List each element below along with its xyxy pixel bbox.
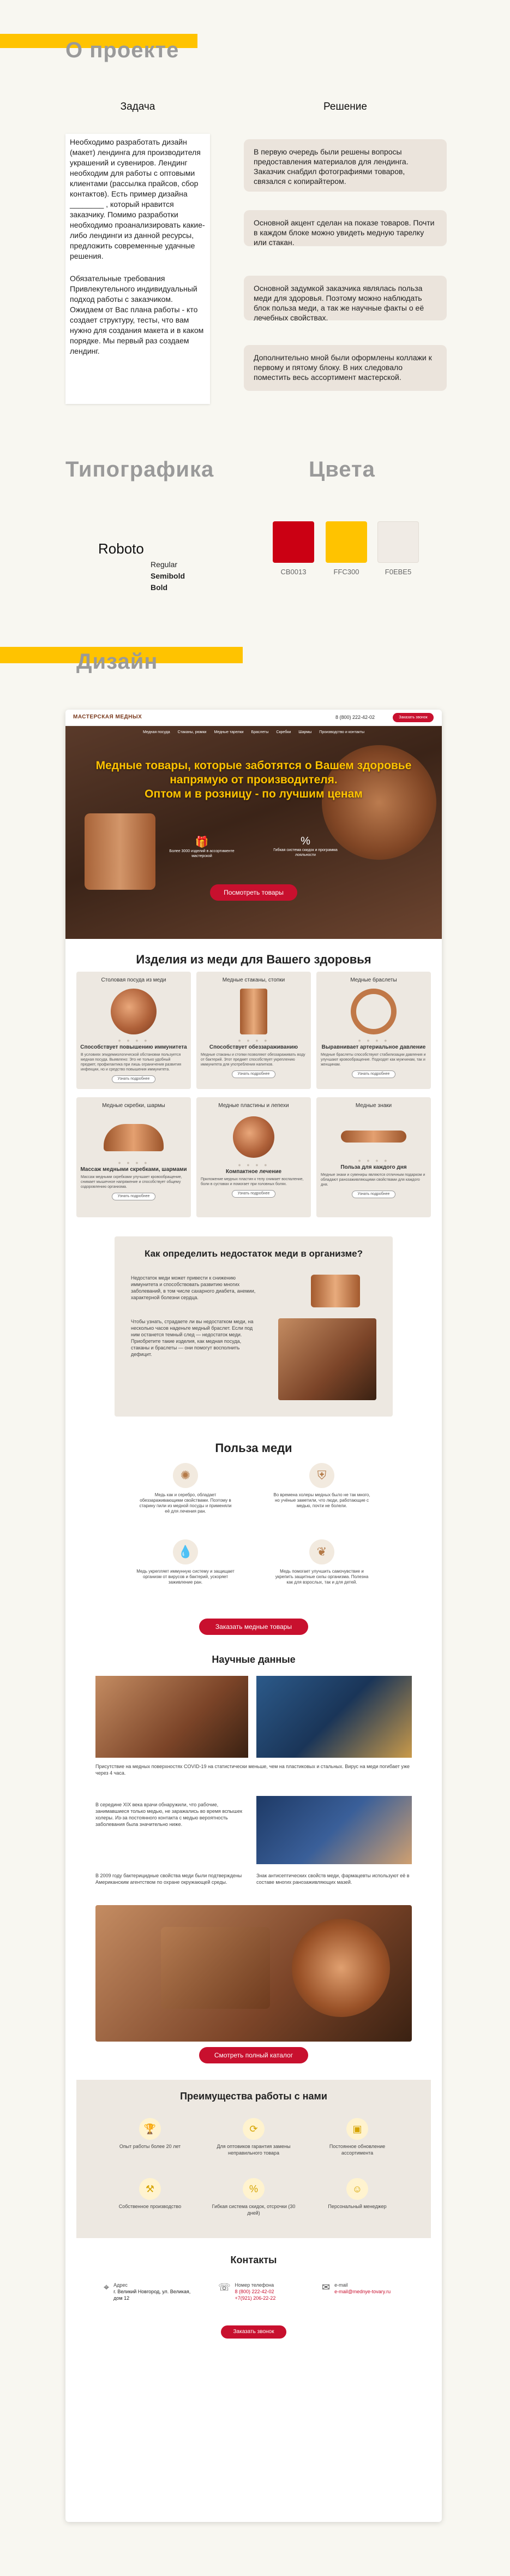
- carousel-dots[interactable]: ● ● ● ●: [118, 1160, 149, 1165]
- science-text-2: В середине XIX века врачи обнаружили, что рабочие, занимавшиеся только медью, не заражались во время вспышек холеры. Из-за постоянного контакта с медью вероятность заболевания была значительно ниже.: [95, 1802, 243, 1827]
- product-category: Медные браслеты: [350, 977, 397, 983]
- nav-item-4[interactable]: Скребки: [276, 730, 291, 734]
- science-text-4: Знак антисептических свойств меди, фармацевты используют её в составе многих ранозаживляющих мазей.: [256, 1873, 410, 1885]
- products-title: Изделия из меди для Вашего здоровья: [136, 953, 371, 966]
- product-card[interactable]: [316, 972, 431, 1089]
- product-name: Способствует обеззараживанию: [209, 1044, 298, 1050]
- order-copper-button[interactable]: Заказать медные товары: [199, 1619, 308, 1635]
- benefit-text: Медь укрепляет иммунную систему и защищает организм от вирусов и бактерий, ускоряет заживление ран.: [136, 1569, 235, 1585]
- drops-icon: 💧: [173, 1539, 198, 1564]
- task-title: Задача: [120, 101, 155, 112]
- hero-feature-2-text: Гибкая система скидок и программа лояльности: [273, 848, 338, 857]
- color-swatch-red: [273, 521, 314, 563]
- typography-title: Типографика: [65, 457, 214, 481]
- hero-title-line-1: Медные товары, которые заботятся о Вашем здоровье: [95, 759, 412, 772]
- virus-icon: ✺: [173, 1463, 198, 1488]
- address-label: Адрес: [113, 2282, 128, 2288]
- about-section-title: О проекте: [65, 38, 179, 62]
- product-desc: В условиях эпидемиологической обстановки пользуется медная посуда. Выявлено: Это не только удобный предмет, профилактика при лишь ограничения развития инфекции, но и средство повышения иммунитета.: [81, 1053, 182, 1072]
- deficit-title: Как определить недостаток меди в организме?: [144, 1248, 363, 1259]
- product-desc: Массаж медными скребками улучшает кровообращение, снимает мышечное напряжение и способствует общему оздоровлению организма.: [81, 1175, 182, 1189]
- solution-note-4: Дополнительно мной были оформлены коллажи к первому и пятому блоку. В них следовало поместить весь ассортимент мастерской.: [244, 345, 447, 391]
- benefit-title: Польза меди: [215, 1441, 292, 1455]
- product-name: Польза для каждого дня: [340, 1164, 407, 1170]
- font-name: Roboto: [98, 540, 144, 557]
- contacts-title: Контакты: [230, 2254, 277, 2265]
- product-category: Медные стаканы, стопки: [222, 977, 285, 983]
- discount-icon: %: [243, 2178, 265, 2200]
- color-label-red: CB0013: [280, 568, 307, 576]
- advantage-item: [210, 2118, 297, 2156]
- email-value[interactable]: e-mail@mednye-tovary.ru: [334, 2289, 391, 2294]
- task-text-2: Обязательные требования Привлекутельного индивидуальный подход работы с заказчиком. Ожидаем от Вас плана работы - кто создает структуру, тесты, что вам нужно для создания макета и в каком порядке. Мы первый раз создаем лендинг.: [70, 274, 204, 355]
- font-weight-semibold: Semibold: [151, 572, 185, 580]
- carousel-dots[interactable]: ● ● ● ●: [238, 1162, 269, 1168]
- product-name: Компактное лечение: [225, 1169, 282, 1175]
- advantage-text: Персональный менеджер: [328, 2204, 387, 2209]
- collage-tray: [161, 1927, 270, 2009]
- product-desc: Медные стаканы и стопки позволяют обеззараживать воду от бактерий. Этот предмет способствует укреплению иммунитета для употребления напитков.: [201, 1053, 305, 1067]
- advantage-item: [314, 2178, 401, 2210]
- science-photo-3: [256, 1796, 412, 1864]
- product-name: Способствует повышению иммунитета: [80, 1044, 187, 1050]
- more-button[interactable]: Узнать подробнее: [352, 1070, 395, 1078]
- site-logo[interactable]: МАСТЕРСКАЯ МЕДНЫХ: [73, 714, 142, 720]
- refresh-icon: ⟳: [243, 2118, 265, 2140]
- manager-icon: ☺: [346, 2178, 368, 2200]
- shield-icon: ⛨: [309, 1463, 334, 1488]
- product-card[interactable]: [76, 972, 191, 1089]
- color-swatch-yellow: [326, 521, 367, 563]
- product-desc: Медные знаки и сувениры являются отличным подарком и обладают ранозаживляющими свойствами для каждого дня.: [321, 1173, 425, 1187]
- hero-feature-1-text: Более 3000 изделий в ассортименте мастерской: [169, 849, 235, 858]
- landing-mockup: [65, 710, 442, 2522]
- product-card[interactable]: [196, 972, 311, 1089]
- hero: [65, 726, 442, 939]
- more-button[interactable]: Узнать подробнее: [232, 1070, 275, 1078]
- scraper-image: [104, 1124, 164, 1151]
- more-button[interactable]: Узнать подробнее: [112, 1193, 155, 1200]
- advantage-item: [106, 2178, 194, 2210]
- nav-item-6[interactable]: Производство и контакты: [319, 730, 365, 734]
- nav-item-1[interactable]: Стаканы, рюмки: [177, 730, 207, 734]
- product-card[interactable]: [76, 1097, 191, 1217]
- advantage-item: [314, 2118, 401, 2156]
- solution-note-1: В первую очередь были решены вопросы предоставления материалов для лендинга. Заказчик снабдил фотографиями товаров, связался с копирайтером.: [244, 139, 447, 192]
- contact-phone: [218, 2282, 305, 2301]
- color-label-yellow: FFC300: [333, 568, 359, 576]
- product-card[interactable]: [316, 1097, 431, 1217]
- solution-note-3: Основной задумкой заказчика являлась польза меди для здоровья. Поэтому можно наблюдать блок польза меди, а так же научные факты о её лечебных свойствах.: [244, 276, 447, 320]
- advantage-item: [210, 2178, 297, 2216]
- science-text-1: Присутствие на медных поверхностях COVID-19 на статистически меньше, чем на пластиковых и стальных. Вирус на меди погибает уже через 4 часа.: [95, 1764, 410, 1776]
- location-icon: ⌖: [104, 2282, 110, 2293]
- font-weight-bold: Bold: [151, 583, 168, 592]
- phone-icon: ☏: [218, 2282, 231, 2293]
- solution-title: Решение: [323, 101, 367, 112]
- more-button[interactable]: Узнать подробнее: [352, 1191, 395, 1198]
- copper-cup-image: [311, 1275, 360, 1307]
- advantage-text: Собственное производство: [118, 2204, 182, 2209]
- bowl-image: [111, 989, 157, 1034]
- factory-icon: ⚒: [139, 2178, 161, 2200]
- hero-feature-2: [273, 835, 338, 858]
- solution-note-2: Основной акцент сделан на показе товаров. Почти в каждом блоке можно увидеть медную тарелку или стакан.: [244, 210, 447, 246]
- phone-label: Номер телефона: [235, 2282, 274, 2288]
- address-value: г. Великий Новгород, ул. Великая, дом 12: [113, 2289, 191, 2301]
- advantage-text: Гибкая система скидок, отсрочки (30 дней): [212, 2204, 296, 2216]
- benefit-item: [136, 1539, 235, 1585]
- collage-plate: [292, 1919, 390, 2017]
- carousel-dots[interactable]: ● ● ● ●: [358, 1158, 389, 1163]
- hero-feature-1: [169, 835, 235, 859]
- callback-button[interactable]: Заказать звонок: [393, 713, 434, 722]
- color-swatch-beige: [377, 521, 419, 563]
- advantage-text: Опыт работы более 20 лет: [119, 2144, 181, 2149]
- advantage-text: Для оптовиков гарантия замены неправильного товара: [217, 2144, 291, 2156]
- advantages-title: Преимущества работы с нами: [180, 2091, 327, 2102]
- product-category: Столовая посуда из меди: [101, 977, 166, 983]
- bracelet-image: [351, 989, 397, 1034]
- design-section-title: Дизайн: [76, 650, 158, 674]
- carousel-dots[interactable]: ● ● ● ●: [118, 1038, 149, 1043]
- color-label-beige: F0EBE5: [385, 568, 412, 576]
- site-header: [65, 710, 442, 726]
- hero-title: [82, 759, 425, 801]
- products-collage: [95, 1905, 412, 2042]
- carousel-dots[interactable]: ● ● ● ●: [238, 1038, 269, 1043]
- benefit-text: Во времена холеры медных было не так много, но учёные заметили, что люди, работающие с медью, почти не болели.: [273, 1492, 370, 1508]
- font-weight-regular: Regular: [151, 560, 178, 569]
- box-icon: ▣: [346, 2118, 368, 2140]
- deficit-block: [115, 1236, 393, 1417]
- task-text-1: Необходимо разработать дизайн (макет) лендинга для производителя украшений и сувениров. Лендинг необходим для работы с оптовыми клиентами (рассылка прайсов, сбор контактов). Есть пример дизайна ________ , который нравится заказчику. Помимо разработки необходимо проанализировать какие-либо лендинги из данной ресурсы, предложить современные удачные решения.: [70, 138, 205, 260]
- gift-icon: 🎁: [195, 836, 209, 848]
- nav-item-5[interactable]: Шармы: [298, 730, 312, 734]
- task-card: [65, 134, 210, 404]
- hero-copper-cups: [85, 813, 155, 890]
- email-label: e-mail: [334, 2282, 348, 2288]
- product-desc: Приложение медных пластин к телу снимает воспаление, боли в суставах и помогает при головных болях.: [201, 1177, 304, 1186]
- science-photo-1: [95, 1676, 248, 1758]
- deficit-text-1: Недостаток меди может привести к снижению иммунитета и способствовать развитию многих заболеваний, в том числе сахарного диабета, анемии, характерной болезни сердца.: [131, 1275, 256, 1300]
- cup-image: [240, 989, 267, 1034]
- product-category: Медные скребки, шармы: [102, 1103, 165, 1109]
- product-name: Выравнивает артериальное давление: [321, 1044, 426, 1050]
- carousel-dots[interactable]: ● ● ● ●: [358, 1038, 389, 1043]
- more-button[interactable]: Узнать подробнее: [112, 1075, 155, 1083]
- benefit-item: [273, 1539, 371, 1585]
- hero-products-button[interactable]: Посмотреть товары: [210, 884, 297, 901]
- phone-value[interactable]: 8 (800) 222-42-02 +7(921) 206-22-22: [235, 2289, 276, 2301]
- benefit-item: [136, 1463, 235, 1514]
- more-button[interactable]: Узнать подробнее: [232, 1190, 275, 1198]
- contact-address: [104, 2282, 196, 2301]
- percent-icon: %: [301, 835, 310, 847]
- hero-title-line-3: Оптом и в розницу - по лучшим ценам: [145, 788, 363, 800]
- site-phone[interactable]: 8 (800) 222-42-02: [335, 715, 375, 720]
- benefit-text: Медь как и серебро, обладает обеззараживающими свойствами. Поэтому в старину пили из медной посуды и применяли её для лечения ран.: [139, 1492, 232, 1514]
- science-title: Научные данные: [212, 1654, 296, 1665]
- advantage-text: Постоянное обновление ассортимента: [329, 2144, 386, 2156]
- nav-item-2[interactable]: Медные тарелки: [214, 730, 244, 734]
- benefit-item: [273, 1463, 371, 1509]
- product-category: Медные пластины и лепехи: [218, 1103, 289, 1109]
- deficit-text-2: Чтобы узнать, страдаете ли вы недостатком меди, на несколько часов наденьте медный браслет. Если под ним останется темный след — недостаток меди. Приобретите такие изделия, как медная посуда, стаканы и браслеты — они помогут восполнить дефицит.: [131, 1319, 254, 1357]
- product-desc: Медные браслеты способствуют стабилизации давления и улучшают кровообращение. Подходят как мужчинам, так и женщинам.: [321, 1053, 426, 1067]
- science-text-3: В 2009 году бактерицидные свойства меди были подтверждены Американским агентством по охране окружающей среды.: [95, 1873, 242, 1885]
- charm-image: [341, 1131, 406, 1143]
- plant-hand-icon: ❦: [309, 1539, 334, 1564]
- mail-icon: ✉: [322, 2282, 331, 2293]
- contact-email: [322, 2282, 420, 2295]
- nav-item-0[interactable]: Медная посуда: [142, 730, 170, 734]
- colors-title: Цвета: [309, 457, 375, 481]
- contacts-callback-button[interactable]: Заказать звонок: [221, 2325, 286, 2339]
- hero-nav: [65, 730, 442, 739]
- advantage-item: [106, 2118, 194, 2150]
- trophy-icon: 🏆: [139, 2118, 161, 2140]
- product-card[interactable]: [196, 1097, 311, 1217]
- product-name: Массаж медными скребками, шармами: [80, 1167, 187, 1173]
- science-photo-2: [256, 1676, 412, 1758]
- nav-item-3[interactable]: Браслеты: [251, 730, 269, 734]
- plate-image: [233, 1116, 274, 1158]
- benefit-text: Медь помогает улучшить самочувствие и укрепить защитные силы организма. Полезна как для взрослых, так и для детей.: [275, 1569, 369, 1585]
- product-category: Медные знаки: [355, 1103, 392, 1109]
- copper-glasses-image: [278, 1318, 376, 1400]
- full-catalog-button[interactable]: Смотреть полный каталог: [199, 2047, 308, 2063]
- hero-title-line-2: напрямую от производителя.: [170, 774, 338, 786]
